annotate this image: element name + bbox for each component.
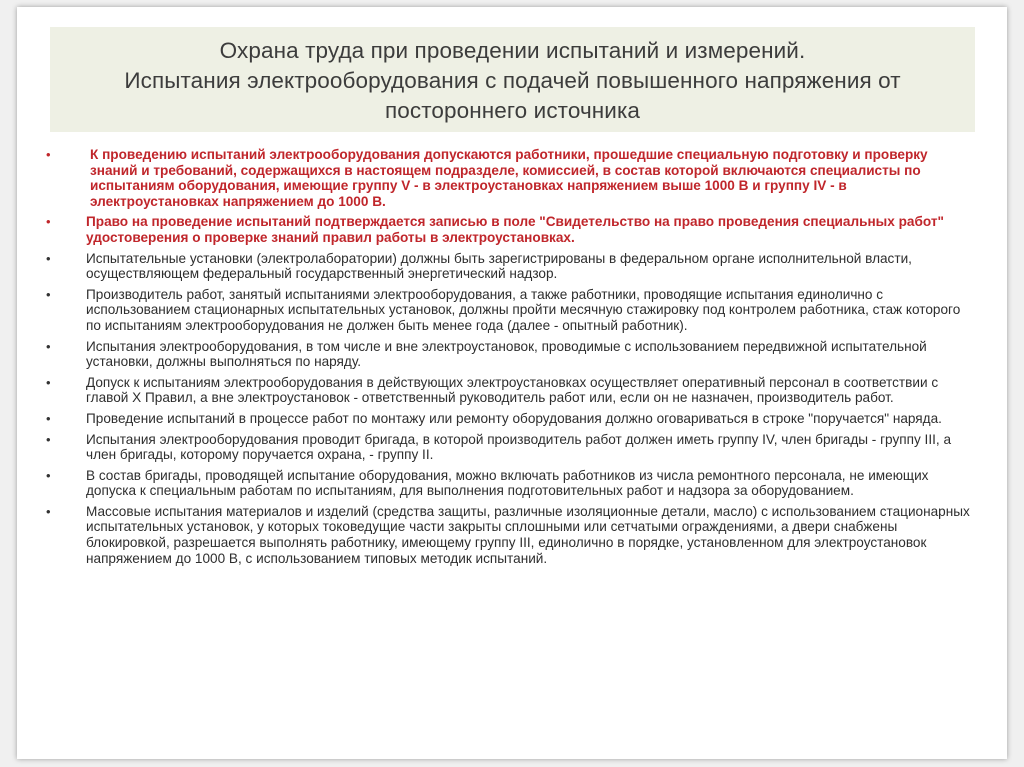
bullet-item [41,251,976,282]
bullet-icon: • [46,374,51,390]
bullet-text: Производитель работ, занятый испытаниями электрооборудования, а также работники, проводящие испытания единолично с использованием стационарных испытательных установок, должны пройти месячную стажировку под контролем работника, стаж которого по испытаниям электрооборудования не должен быть менее года (далее - опытный работник). [86,286,961,333]
bullet-item [41,375,976,406]
bullet-item [41,411,976,427]
bullet-text: Право на проведение испытаний подтверждается записью в поле "Свидетельство на право проведения специальных работ" удостоверения о проверке знаний правил работы в электроустановках. [86,214,944,245]
bullet-icon: • [46,431,51,447]
bullet-item [41,504,976,566]
bullet-icon: • [46,147,51,162]
bullet-text: Испытательные установки (электролаборатории) должны быть зарегистрированы в федеральном органе исполнительной власти, осуществляющем федеральный государственный энергетический надзор. [86,250,912,282]
slide-title [50,27,975,132]
bullet-item [41,287,976,334]
bullet-text: Проведение испытаний в процессе работ по монтажу или ремонту оборудования должно оговариваться в строке "поручается" наряда. [86,410,942,426]
bullet-icon: • [46,503,51,519]
title-line-2: Испытания электрооборудования с подачей повышенного напряжения от [124,68,901,93]
bullet-icon: • [46,467,51,483]
bullet-item [41,147,976,209]
bullet-text: Массовые испытания материалов и изделий (средства защиты, различные изоляционные детали, масло) с использованием стационарных испытательных установок, у которых токоведущие части закрыты сплошными или сетчатыми ограждениями, а двери снабжены блокировкой, разрешается выполнять работнику, имеющему группу III, единолично в порядке, установленном для электроустановок напряжением до 1000 В, с использованием типовых методик испытаний. [86,503,970,566]
bullet-item [41,339,976,370]
bullet-list [41,147,976,571]
bullet-text: Испытания электрооборудования, в том числе и вне электроустановок, проводимые с использованием передвижной испытательной установки, должны выполняться по наряду. [86,338,927,370]
bullet-text: Испытания электрооборудования проводит бригада, в которой производитель работ должен иметь группу IV, член бригады - группу III, а член бригады, которому поручается охрана, - группу II. [86,431,952,463]
bullet-text: К проведению испытаний электрооборудования допускаются работники, прошедшие специальную подготовку и проверку знаний и требований, содержащихся в настоящем подразделе, комиссией, в состав которой включаются специалисты по испытаниям оборудования, имеющие группу V - в электроустановках напряжением выше 1000 В и группу IV - в электроустановках напряжением до 1000 В. [90,147,928,209]
bullet-icon: • [46,250,51,266]
title-line-1: Охрана труда при проведении испытаний и измерений. [219,38,806,63]
bullet-text: Допуск к испытаниям электрооборудования в действующих электроустановках осуществляет оперативный персонал в соответствии с главой X Правил, а вне электроустановок - ответственный руководитель работ или, если он не назначен, производитель работ. [86,374,939,406]
bullet-icon: • [46,338,51,354]
bullet-icon: • [46,410,51,426]
bullet-item [41,432,976,463]
title-line-3: постороннего источника [384,98,641,123]
bullet-item [41,468,976,499]
slide [17,7,1007,759]
bullet-text: В состав бригады, проводящей испытание оборудования, можно включать работников из числа ремонтного персонала, не имеющих допуска к специальным работам по испытаниям, для выполнения подготовительных работ и надзора за оборудованием. [86,467,929,499]
bullet-item [41,214,976,245]
bullet-icon: • [46,286,51,302]
bullet-icon: • [46,214,51,230]
